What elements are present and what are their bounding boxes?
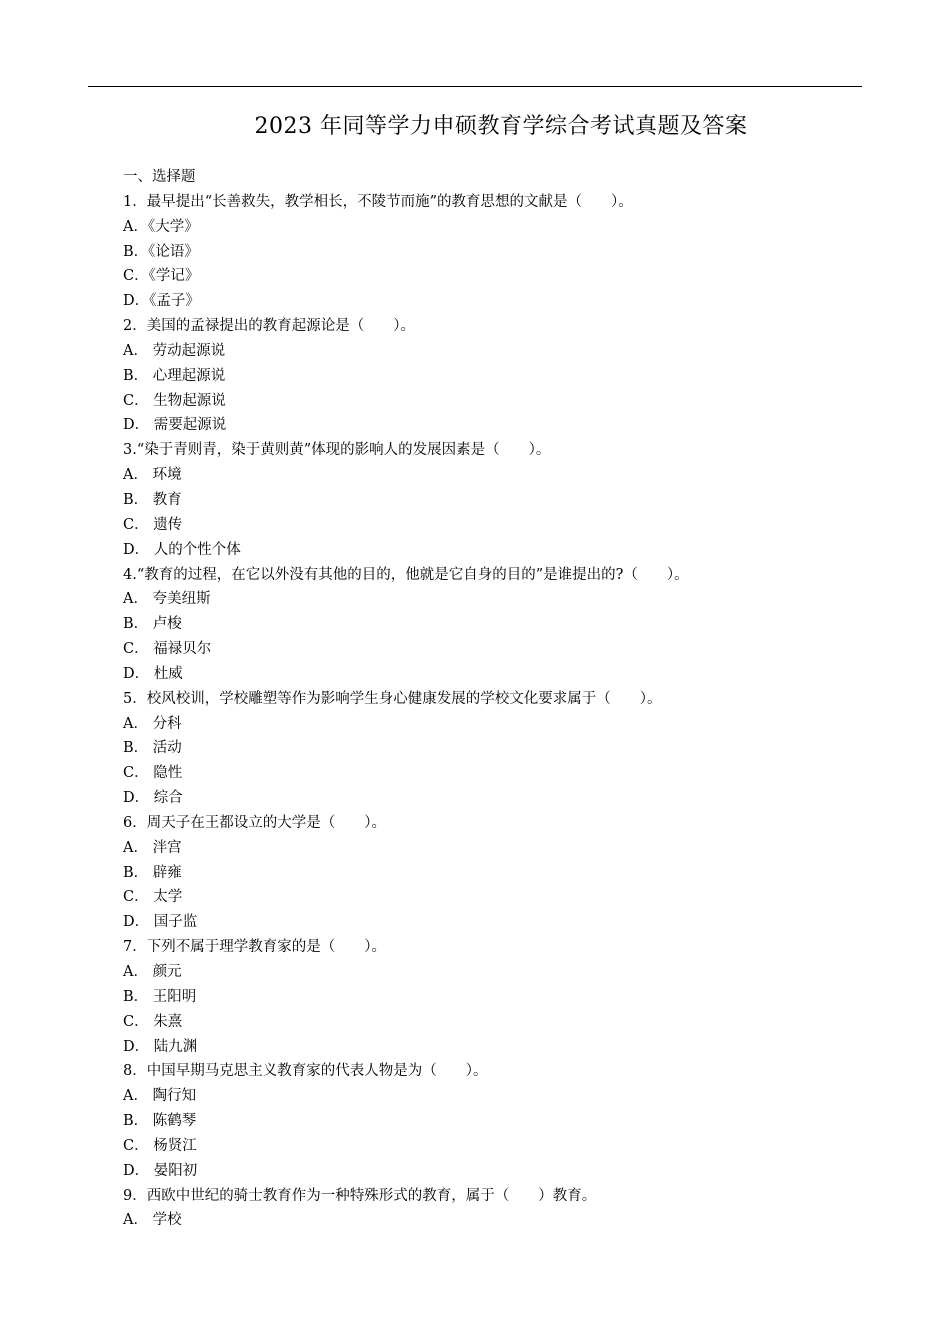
header-rule <box>88 86 862 87</box>
answer-option: D． 晏阳初 <box>123 1162 198 1179</box>
answer-option: B． 卢梭 <box>123 616 182 633</box>
answer-option: A． 劳动起源说 <box>123 342 226 359</box>
document-body <box>123 165 863 1233</box>
answer-option: C． 生物起源说 <box>123 392 226 409</box>
answer-option: D． 国子监 <box>123 914 198 931</box>
answer-option: C． 太学 <box>123 889 183 906</box>
answer-option: C．《学记》 <box>123 268 200 285</box>
answer-option: B． 王阳明 <box>123 988 197 1005</box>
answer-option: A． 学校 <box>123 1212 182 1229</box>
answer-option: C． 杨贤江 <box>123 1137 197 1154</box>
answer-option: D．《孟子》 <box>123 293 200 310</box>
answer-option: A． 颜元 <box>123 964 182 980</box>
answer-option: C． 福禄贝尔 <box>123 641 212 658</box>
answer-option: A． 环境 <box>123 467 182 484</box>
answer-option: B． 陈鹤琴 <box>123 1113 197 1130</box>
question-stem: 8．中国早期马克思主义教育家的代表人物是为（ ）。 <box>123 1063 488 1080</box>
answer-option: A． 分科 <box>123 715 182 732</box>
question-stem: 3.“染于青则青，染于黄则黄”体现的影响人的发展因素是（ ）。 <box>123 442 551 459</box>
answer-option: D． 人的个性个体 <box>123 541 241 558</box>
question-stem: 5．校风校训，学校雕塑等作为影响学生身心健康发展的学校文化要求属于（ ）。 <box>123 690 662 707</box>
answer-option: A．《大学》 <box>123 218 199 235</box>
answer-option: C． 隐性 <box>123 765 183 782</box>
answer-option: B．《论语》 <box>123 243 199 260</box>
document-title: 2023 年同等学力申硕教育学综合考试真题及答案 <box>254 114 748 139</box>
answer-option: A． 泮宫 <box>123 839 182 856</box>
answer-option: C． 朱熹 <box>123 1013 183 1030</box>
question-stem: 2．美国的孟禄提出的教育起源论是（ ）。 <box>123 318 415 335</box>
answer-option: B． 辟雍 <box>123 864 182 881</box>
answer-option: A． 夸美纽斯 <box>123 591 211 608</box>
question-stem: 1．最早提出“长善救失，教学相长，不陵节而施”的教育思想的文献是（ ）。 <box>123 193 633 210</box>
answer-option: B． 教育 <box>123 491 182 508</box>
answer-option: B． 心理起源说 <box>123 367 226 384</box>
answer-option: D． 杜威 <box>123 665 183 682</box>
answer-option: B． 活动 <box>123 740 182 757</box>
answer-option: C． 遗传 <box>123 516 183 533</box>
question-stem: 9．西欧中世纪的骑士教育作为一种特殊形式的教育，属于（ ）教育。 <box>123 1187 597 1204</box>
answer-option: D． 综合 <box>123 790 183 807</box>
question-stem: 7．下列不属于理学教育家的是（ ）。 <box>123 939 386 956</box>
section-heading: 一、选择题 <box>123 169 196 185</box>
answer-option: D． 需要起源说 <box>123 417 227 434</box>
answer-option: A． 陶行知 <box>123 1088 197 1105</box>
question-stem: 4.“教育的过程，在它以外没有其他的目的，他就是它自身的目的”是谁提出的?（ ）。 <box>123 566 689 583</box>
question-stem: 6．周天子在王都设立的大学是（ ）。 <box>123 814 386 831</box>
answer-option: D． 陆九渊 <box>123 1038 198 1055</box>
